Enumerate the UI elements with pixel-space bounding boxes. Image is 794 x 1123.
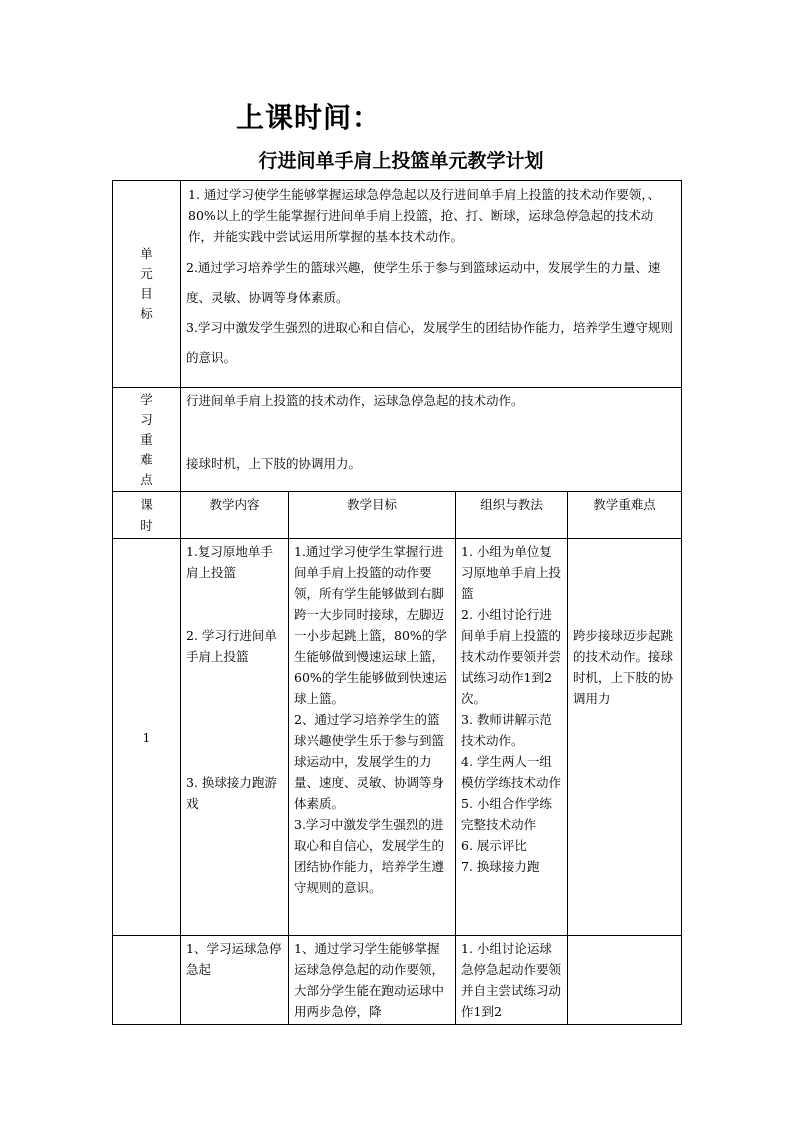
header-char: 课 (140, 497, 153, 512)
document-title (0, 146, 794, 173)
column-header-difficulty: 教学重难点 (568, 492, 682, 539)
label-char: 标 (140, 306, 153, 321)
column-header-content: 教学内容 (181, 492, 289, 539)
unit-goal-item: 1. 通过学习使学生能够掌握运球急停急起以及行进间单手肩上投篮的技术动作要领，、80%以上的学生能掌握行进间单手肩上投篮，抢、打、断球，运球急停急起的技术动作，并能实践中尝试运用所掌握的基本技术动作。 (188, 187, 661, 244)
document-title-text: 行进间单手肩上投篮单元教学计划 (258, 150, 544, 172)
column-header-row (113, 492, 682, 539)
lesson-row (113, 539, 682, 936)
lesson-content (181, 936, 289, 1025)
content-item: 2. 学习行进间单手肩上投篮 (186, 628, 277, 664)
unit-goal-item: 3.学习中激发学生强烈的进取心和自信心，发展学生的团结协作能力，培养学生遵守规则的意识。 (186, 320, 673, 365)
lesson-method: 1. 小组为单位复习原地单手肩上投篮 2. 小组讨论行进间单手肩上投篮的技术动作要领并尝试练习动作1到2次。 3. 教师讲解示范技术动作。 4. 学生两人一组模仿学练技术动作 5. 小组合作学练完整技术动作 6. 展示评比 7. 换球接力跑 (456, 539, 568, 936)
unit-goals-row (113, 181, 682, 388)
unit-goals-content (181, 181, 682, 388)
lesson-number (113, 936, 181, 1025)
content-item: 3. 换球接力跑游戏 (186, 775, 277, 811)
lesson-method: 1. 小组讨论运球急停急起动作要领并自主尝试练习动作1到2 (456, 936, 568, 1025)
label-char: 点 (140, 471, 153, 487)
label-char: 习 (140, 411, 153, 427)
difficulty-text: 跨步接球迈步起跳的技术动作。接球时机，上下肢的协调用力 (573, 628, 674, 706)
label-char: 难 (140, 451, 153, 467)
header-char: 时 (140, 518, 153, 533)
label-char: 学 (140, 391, 153, 407)
lesson-objective: 1.通过学习使学生掌握行进间单手肩上投篮的动作要领，所有学生能够做到右脚跨一大步同时接球，左脚迈一小步起跳上篮，80%的学生能够做到慢速运球上篮，60%的学生能够做到快速运球上篮。 2、通过学习培养学生的篮球兴趣使学生乐于参与到篮球运动中，发展学生的力量、速度、灵敏、协调等身体素质。 3.学习中激发学生强烈的进取心和自信心，发展学生的团结协作能力，培养学生遵守规则的意识。 (289, 539, 456, 936)
unit-goals-label (113, 181, 181, 388)
label-char: 单 (140, 246, 153, 261)
content-item: 1、学习运球急停急起 (186, 941, 282, 977)
lesson-row (113, 936, 682, 1025)
key-points-row (113, 388, 682, 492)
teaching-plan-table (112, 180, 682, 1025)
key-points-content (181, 388, 682, 492)
page-heading: 上课时间： (236, 101, 382, 134)
column-header-objective: 教学目标 (289, 492, 456, 539)
content-item: 1.复习原地单手肩上投篮 (186, 544, 273, 580)
column-header-method: 组织与教法 (456, 492, 568, 539)
lesson-difficulty (568, 539, 682, 936)
label-char: 重 (140, 431, 153, 447)
lesson-objective: 1、通过学习学生能够掌握运球急停急起的动作要领，大部分学生能在跑动运球中用两步急停，降 (289, 936, 456, 1025)
lesson-content (181, 539, 289, 936)
lesson-number: 1 (113, 539, 181, 936)
label-char: 目 (140, 286, 153, 301)
unit-goal-item: 2.通过学习培养学生的篮球兴趣，使学生乐于参与到篮球运动中，发展学生的力量、速度、灵敏、协调等身体素质。 (186, 260, 661, 305)
key-point-important: 行进间单手肩上投篮的技术动作，运球急停急起的技术动作。 (186, 393, 524, 408)
key-points-label (113, 388, 181, 492)
column-header-lesson (113, 492, 181, 539)
lesson-difficulty (568, 936, 682, 1025)
key-point-difficult: 接球时机，上下肢的协调用力。 (186, 456, 362, 471)
label-char: 元 (140, 266, 153, 281)
